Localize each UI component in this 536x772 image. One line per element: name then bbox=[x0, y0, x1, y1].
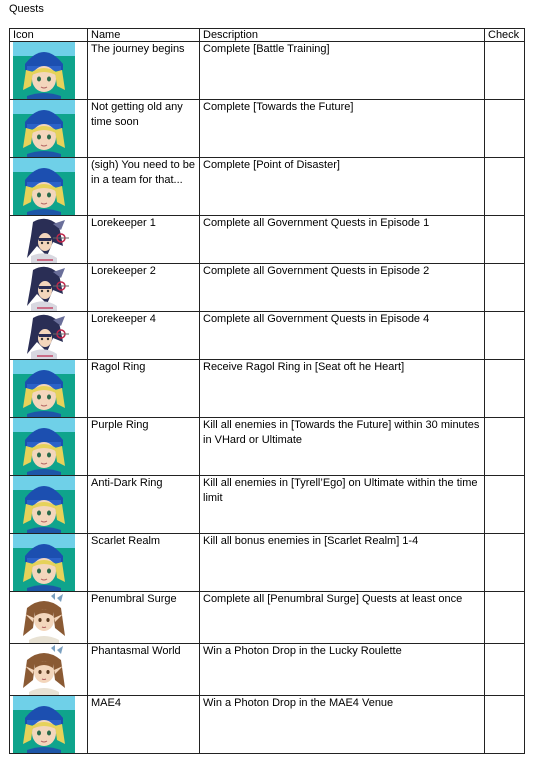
icon-cell bbox=[10, 476, 88, 534]
icon-cell bbox=[10, 42, 88, 100]
quest-check-cell[interactable] bbox=[485, 42, 525, 100]
table-row bbox=[10, 418, 525, 476]
blonde-hunter-portrait-icon bbox=[13, 158, 75, 215]
column-header-description: Description bbox=[200, 29, 485, 42]
quest-check-cell[interactable] bbox=[485, 312, 525, 360]
quest-name-cell: Lorekeeper 1 bbox=[88, 216, 200, 264]
icon-cell bbox=[10, 644, 88, 696]
quest-name-cell: Not getting old any time soon bbox=[88, 100, 200, 158]
quest-check-cell[interactable] bbox=[485, 264, 525, 312]
quest-description-cell: Complete all Government Quests in Episode 4 bbox=[200, 312, 485, 360]
quest-check-cell[interactable] bbox=[485, 534, 525, 592]
table-row bbox=[10, 312, 525, 360]
quests-table bbox=[9, 28, 525, 754]
quest-check-cell[interactable] bbox=[485, 644, 525, 696]
blonde-hunter-portrait-icon bbox=[13, 534, 75, 591]
column-header-check: Check bbox=[485, 29, 525, 42]
blonde-hunter-portrait-icon bbox=[13, 100, 75, 157]
icon-cell bbox=[10, 418, 88, 476]
icon-cell bbox=[10, 100, 88, 158]
quest-description-cell: Complete [Battle Training] bbox=[200, 42, 485, 100]
quest-description-cell: Complete all Government Quests in Episode 1 bbox=[200, 216, 485, 264]
table-row bbox=[10, 360, 525, 418]
quest-check-cell[interactable] bbox=[485, 216, 525, 264]
table-row bbox=[10, 158, 525, 216]
quest-name-cell: Anti-Dark Ring bbox=[88, 476, 200, 534]
quest-name-cell: Purple Ring bbox=[88, 418, 200, 476]
table-row bbox=[10, 644, 525, 696]
dark-haired-ranger-portrait-icon bbox=[13, 216, 75, 263]
table-row bbox=[10, 476, 525, 534]
quest-name-cell: Lorekeeper 4 bbox=[88, 312, 200, 360]
table-row bbox=[10, 100, 525, 158]
table-row bbox=[10, 42, 525, 100]
quest-check-cell[interactable] bbox=[485, 100, 525, 158]
quest-name-cell: Scarlet Realm bbox=[88, 534, 200, 592]
blonde-hunter-portrait-icon bbox=[13, 42, 75, 99]
elf-force-portrait-icon bbox=[13, 592, 75, 643]
table-row bbox=[10, 592, 525, 644]
quest-check-cell[interactable] bbox=[485, 418, 525, 476]
quest-description-cell: Win a Photon Drop in the Lucky Roulette bbox=[200, 644, 485, 696]
quest-description-cell: Win a Photon Drop in the MAE4 Venue bbox=[200, 696, 485, 754]
elf-force-portrait-icon bbox=[13, 644, 75, 695]
icon-cell bbox=[10, 696, 88, 754]
blonde-hunter-portrait-icon bbox=[13, 418, 75, 475]
quest-description-cell: Complete [Point of Disaster] bbox=[200, 158, 485, 216]
page-title: Quests bbox=[9, 3, 44, 15]
table-row bbox=[10, 696, 525, 754]
table-row bbox=[10, 534, 525, 592]
blonde-hunter-portrait-icon bbox=[13, 696, 75, 753]
blonde-hunter-portrait-icon bbox=[13, 360, 75, 417]
icon-cell bbox=[10, 534, 88, 592]
quest-description-cell: Kill all bonus enemies in [Scarlet Realm] 1-4 bbox=[200, 534, 485, 592]
quest-name-cell: Ragol Ring bbox=[88, 360, 200, 418]
quest-check-cell[interactable] bbox=[485, 360, 525, 418]
icon-cell bbox=[10, 592, 88, 644]
icon-cell bbox=[10, 360, 88, 418]
quest-check-cell[interactable] bbox=[485, 476, 525, 534]
quest-description-cell: Receive Ragol Ring in [Seat oft he Heart] bbox=[200, 360, 485, 418]
column-header-name: Name bbox=[88, 29, 200, 42]
dark-haired-ranger-portrait-icon bbox=[13, 312, 75, 359]
column-header-icon: Icon bbox=[10, 29, 88, 42]
quest-name-cell: Penumbral Surge bbox=[88, 592, 200, 644]
blonde-hunter-portrait-icon bbox=[13, 476, 75, 533]
quest-description-cell: Complete all [Penumbral Surge] Quests at least once bbox=[200, 592, 485, 644]
icon-cell bbox=[10, 264, 88, 312]
quest-description-cell: Complete [Towards the Future] bbox=[200, 100, 485, 158]
quest-description-cell: Complete all Government Quests in Episode 2 bbox=[200, 264, 485, 312]
quest-check-cell[interactable] bbox=[485, 696, 525, 754]
quest-name-cell: Phantasmal World bbox=[88, 644, 200, 696]
quest-description-cell: Kill all enemies in [Tyrell’Ego] on Ultimate within the time limit bbox=[200, 476, 485, 534]
quest-check-cell[interactable] bbox=[485, 592, 525, 644]
icon-cell bbox=[10, 216, 88, 264]
dark-haired-ranger-portrait-icon bbox=[13, 264, 75, 311]
table-row bbox=[10, 216, 525, 264]
quest-name-cell: MAE4 bbox=[88, 696, 200, 754]
icon-cell bbox=[10, 158, 88, 216]
quest-name-cell: The journey begins bbox=[88, 42, 200, 100]
icon-cell bbox=[10, 312, 88, 360]
table-header-row bbox=[10, 29, 525, 42]
quest-description-cell: Kill all enemies in [Towards the Future] within 30 minutes in VHard or Ultimate bbox=[200, 418, 485, 476]
quest-check-cell[interactable] bbox=[485, 158, 525, 216]
table-row bbox=[10, 264, 525, 312]
quest-name-cell: (sigh) You need to be in a team for that... bbox=[88, 158, 200, 216]
quest-name-cell: Lorekeeper 2 bbox=[88, 264, 200, 312]
